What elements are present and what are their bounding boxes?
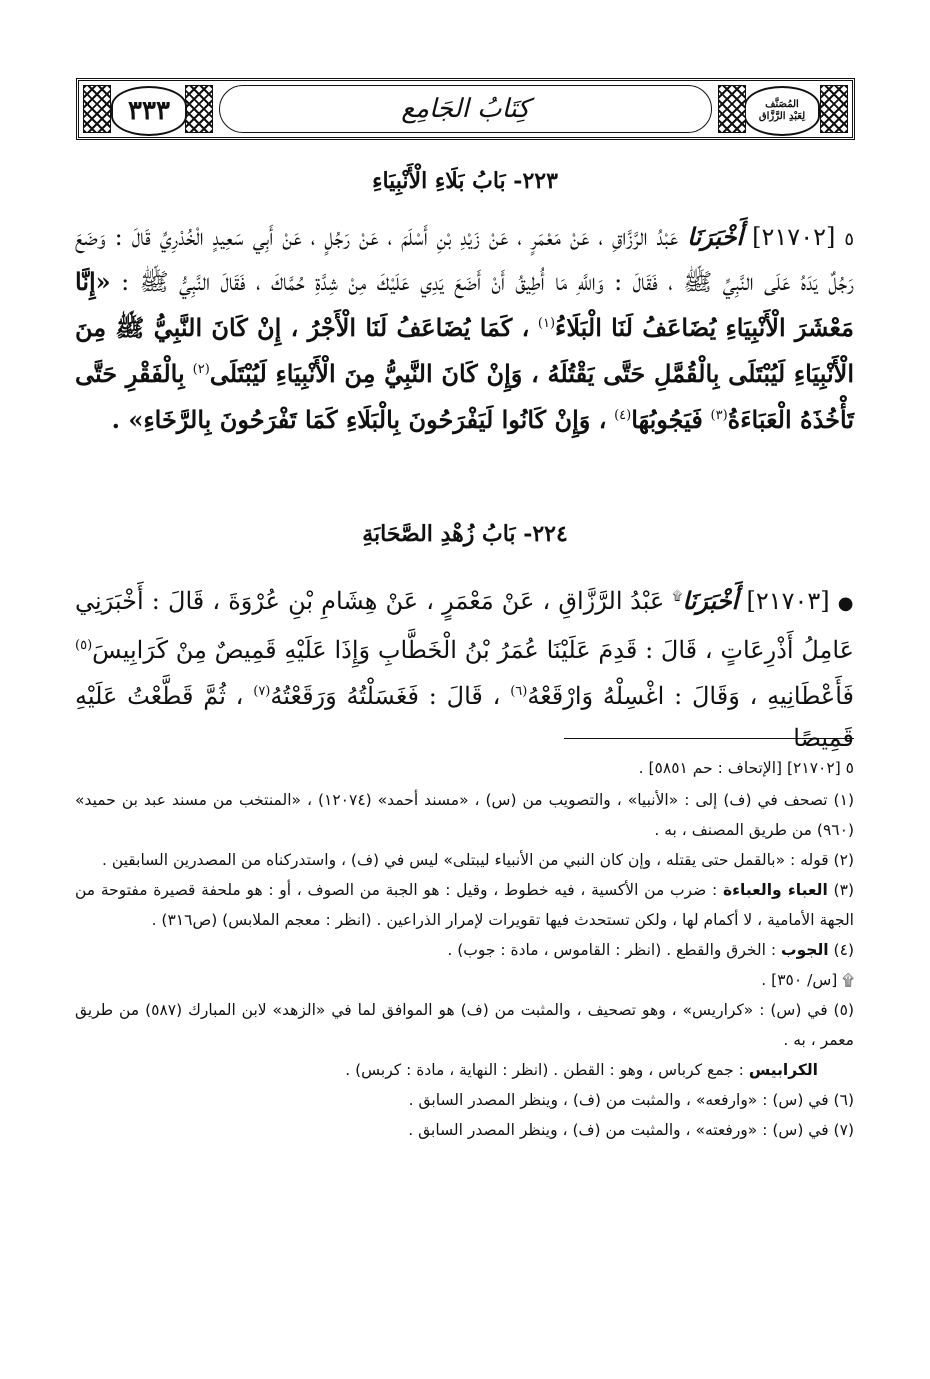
seal-line-2: لِعَبْدِ الرَّزَّاق [758, 111, 806, 122]
footnote [75, 875, 854, 935]
footnotes [75, 753, 854, 1145]
footnote-term: الكرابيس [748, 1061, 818, 1079]
hadith-text: فَأَعْطَانِيهِ ، وَقَالَ : اغْسِلْهُ وَارْقَعْهُ [527, 682, 855, 710]
footnote-source: ٥ [٢١٧٠٢] [الإتحاف : حم ٥٨٥١] . [638, 759, 854, 777]
book-title: كِتَابُ الجَامِع [219, 85, 712, 133]
footnote: (٢) قوله : «بالقمل حتى يقتله ، وإن كان النبي من الأنبياء ليبتلى» ليس في (ف) ، واستدركناه من المصدرين السابقين . [101, 851, 854, 869]
footnote-ref: (٦) [510, 684, 528, 699]
footnote: (٧) في (س) : «ورفعته» ، والمثبت من (ف) ، وينظر المصدر السابق . [408, 1121, 854, 1139]
footnote-ref: (٧) [253, 684, 271, 699]
hadith-paragraph [75, 216, 854, 441]
hadith-paragraph [75, 576, 854, 759]
hadith-marker: ● [837, 593, 854, 614]
hadith-number: [٢١٧٠٣] [746, 587, 830, 615]
footnote-ref: (٤) [614, 408, 632, 423]
hadith-matn: بِالْفَقْرِ حَتَّى تَأْخُذَهُ الْعَبَاءَةُ [75, 359, 854, 434]
book-seal [744, 86, 820, 136]
footnote-divider [564, 738, 854, 739]
hadith-text: ، ثُمَّ قَطَّعْتُ عَلَيْهِ قَمِيصًا [75, 682, 854, 752]
hadith-matn: «إِنَّا مَعْشَرَ الْأَنْبِيَاءِ يُضَاعَفُ لَنَا الْبَلَاءُ [75, 267, 854, 342]
footnote-text: : الخرق والقطع . (انظر : القاموس ، مادة : جوب) . [447, 941, 777, 959]
header-ornament [185, 85, 213, 133]
footnote-ref: (٥) [75, 638, 93, 653]
hadith-isnad: عَبْدُ الرَّزَّاقِ ، عَنْ مَعْمَرٍ ، عَنْ زَيْدِ بْنِ أَسْلَمَ ، عَنْ رَجُلٍ ، عَنْ أَبِي سَعِيدٍ الْخُدْرِيِّ قَالَ : وَضَعَ رَجُلٌ يَدَهُ عَلَى النَّبِيِّ ﷺ ، فَقَالَ : وَاللَّهِ مَا أُطِيقُ أَنْ أَضَعَ يَدِي عَلَيْكَ مِنْ شِدَّةِ حُمَّاكَ ، فَقَالَ النَّبِيُّ ﷺ : [75, 223, 854, 296]
header-ornament [718, 85, 746, 133]
footnote-ref: (٣) [710, 408, 728, 423]
footnote [75, 935, 854, 965]
footnote: (٥) في (س) : «كراريس» ، وهو تصحيف ، والمثبت من (ف) هو الموافق لما في «الزهد» لابن المبارك (٥٨٧) من طريق معمر ، به . [75, 1001, 854, 1049]
chapter-title: ٢٢٣- بَابُ بَلَاءِ الْأَنْبِيَاءِ [372, 168, 558, 194]
footnote-term: العباء والعباءة [722, 881, 828, 899]
hadith-matn: ، وَإِنْ كَانُوا لَيَفْرَحُونَ بِالْبَلَاءِ كَمَا تَفْرَحُونَ بِالرَّخَاءِ» . [111, 405, 607, 434]
hadith-marker: ٥ [844, 229, 854, 250]
hadith-matn: فَيَجُوبُهَا [631, 405, 703, 434]
footnote-ref: (٢) [192, 362, 210, 377]
manuscript-reference: ۩ [س/ ٣٥٠] . [761, 971, 854, 989]
footnote-number: (٣) [833, 881, 854, 899]
manuscript-mark: ۩ [672, 589, 683, 604]
footnote [75, 1055, 854, 1085]
footnote-text: : ضرب من الأكسية ، فيه خطوط ، وقيل : هو الجبة من الصوف ، أو : هو ملحفة قصيرة مفتوحة من الجهة الأمامية ، لا أكمام لها ، ولكن تستحدث فيها تقويرات لإمرار الذراعين . (انظر : معجم الملابس) (ص٣١٦) . [75, 881, 854, 929]
hadith-matn: ، كَمَا يُضَاعَفُ لَنَا الْأَجْرُ ، إِنْ كَانَ النَّبِيُّ ﷺ مِنَ الْأَنْبِيَاءِ لَيُبْتَلَى بِالْقُمَّلِ حَتَّى يَقْتُلَهُ ، وَإِنْ كَانَ النَّبِيُّ مِنَ الْأَنْبِيَاءِ لَيُبْتَلَى [75, 313, 854, 388]
header-ornament [83, 85, 111, 133]
footnote-term: الجوب [781, 941, 829, 959]
footnote: (١) تصحف في (ف) إلى : «الأنبيا» ، والتصويب من (س) ، «مسند أحمد» (١٢٠٧٤) ، «المنتخب من مسند عبد بن حميد» (٩٦٠) من طريق المصنف ، به . [75, 791, 854, 839]
chapter-title: ٢٢٤- بَابُ زُهْدِ الصَّحَابَةِ [362, 521, 568, 547]
seal-line-1: المُصَنَّف [765, 99, 799, 110]
hadith-akhbarana: أَخْبَرَنَا [682, 586, 739, 615]
footnote-number: (٤) [833, 941, 854, 959]
hadith-akhbarana: أَخْبَرَنَا [687, 222, 744, 251]
header-ornament [820, 85, 848, 133]
hadith-number: [٢١٧٠٢] [752, 223, 836, 251]
footnote-text: : جمع كرباس ، وهو : القطن . (انظر : النهاية ، مادة : كربس) . [345, 1061, 744, 1079]
page-header [76, 78, 855, 140]
footnote: (٦) في (س) : «وارفعه» ، والمثبت من (ف) ، وينظر المصدر السابق . [408, 1091, 854, 1109]
hadith-text: ، قَالَ : فَغَسَلْتُهُ وَرَقَعْتُهُ [270, 682, 501, 710]
hadith-text: عَبْدُ الرَّزَّاقِ ، عَنْ مَعْمَرٍ ، عَنْ هِشَامِ بْنِ عُرْوَةَ ، قَالَ : أَخْبَرَنِي عَامِلُ أَذْرِعَاتٍ ، قَالَ : قَدِمَ عَلَيْنَا عُمَرُ بْنُ الْخَطَّابِ وَإِذَا عَلَيْهِ قَمِيصٌ مِنْ كَرَابِيسَ [75, 587, 854, 664]
footnote-ref: (١) [537, 316, 556, 331]
page-number: ٣٣٣ [111, 86, 187, 136]
